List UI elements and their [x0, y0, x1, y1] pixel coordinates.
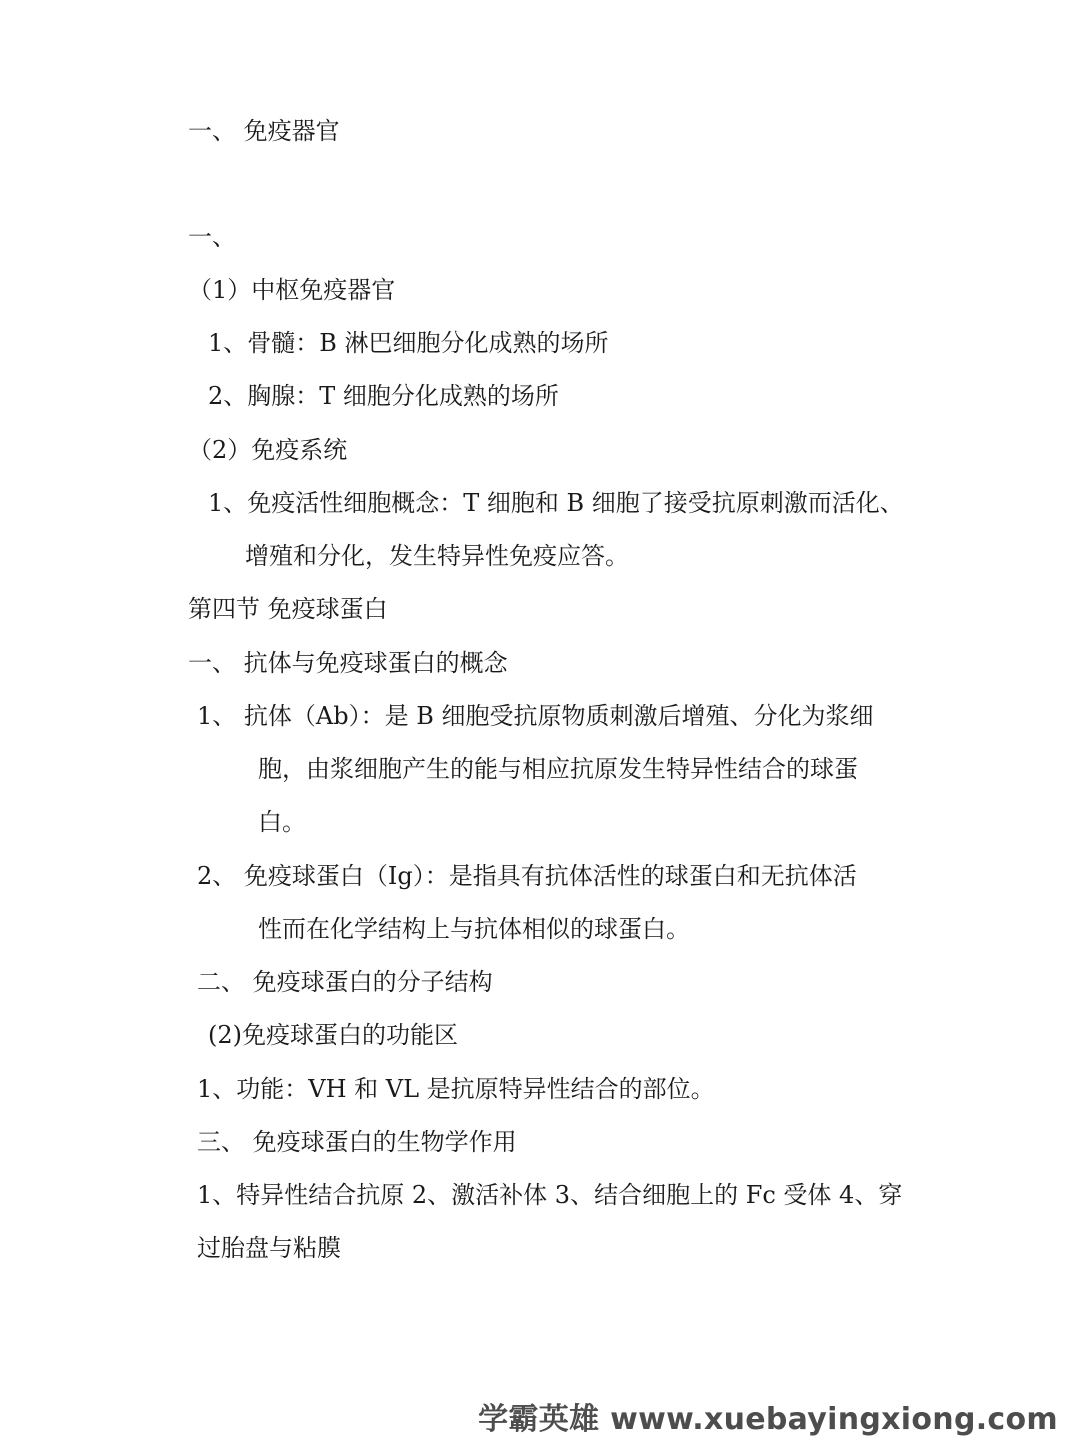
item-roles: 1、特异性结合抗原 2、激活补体 3、结合细胞上的 Fc 受体 4、穿	[197, 1181, 903, 1209]
item-function: 1、功能：VH 和 VL 是抗原特异性结合的部位。	[197, 1075, 715, 1103]
item-active-cells-cont: 增殖和分化，发生特异性免疫应答。	[245, 542, 629, 570]
item-thymus: 2、胸腺：T 细胞分化成熟的场所	[208, 382, 559, 410]
watermark: 学霸英雄 www.xuebayingxiong.com	[478, 1402, 1058, 1437]
item-antibody: 1、 抗体（Ab）：是 B 细胞受抗原物质刺激后增殖、分化为浆细	[197, 702, 874, 730]
item-antibody-cont-1: 胞，由浆细胞产生的能与相应抗原发生特异性结合的球蛋	[258, 755, 858, 783]
item-roles-cont: 过胎盘与粘膜	[197, 1234, 341, 1262]
heading-molecular-structure: 二、 免疫球蛋白的分子结构	[197, 968, 493, 996]
section-title-immunoglobulin: 第四节 免疫球蛋白	[188, 595, 388, 623]
heading-immune-organs: 一、 免疫器官	[188, 117, 340, 145]
subheading-functional-regions: (2)免疫球蛋白的功能区	[208, 1021, 458, 1049]
subheading-immune-system: （2）免疫系统	[188, 436, 348, 464]
item-active-cells: 1、免疫活性细胞概念：T 细胞和 B 细胞了接受抗原刺激而活化、	[208, 489, 904, 517]
item-immunoglobulin-cont: 性而在化学结构上与抗体相似的球蛋白。	[258, 915, 690, 943]
item-bone-marrow: 1、骨髓：B 淋巴细胞分化成熟的场所	[208, 329, 609, 357]
item-antibody-cont-2: 白。	[258, 808, 306, 836]
heading-antibody-concept: 一、 抗体与免疫球蛋白的概念	[188, 649, 508, 677]
heading-number: 一、	[188, 223, 236, 251]
item-immunoglobulin: 2、 免疫球蛋白（Ig）：是指具有抗体活性的球蛋白和无抗体活	[197, 862, 857, 890]
subheading-central-organs: （1）中枢免疫器官	[188, 276, 396, 304]
heading-biological-roles: 三、 免疫球蛋白的生物学作用	[197, 1128, 517, 1156]
